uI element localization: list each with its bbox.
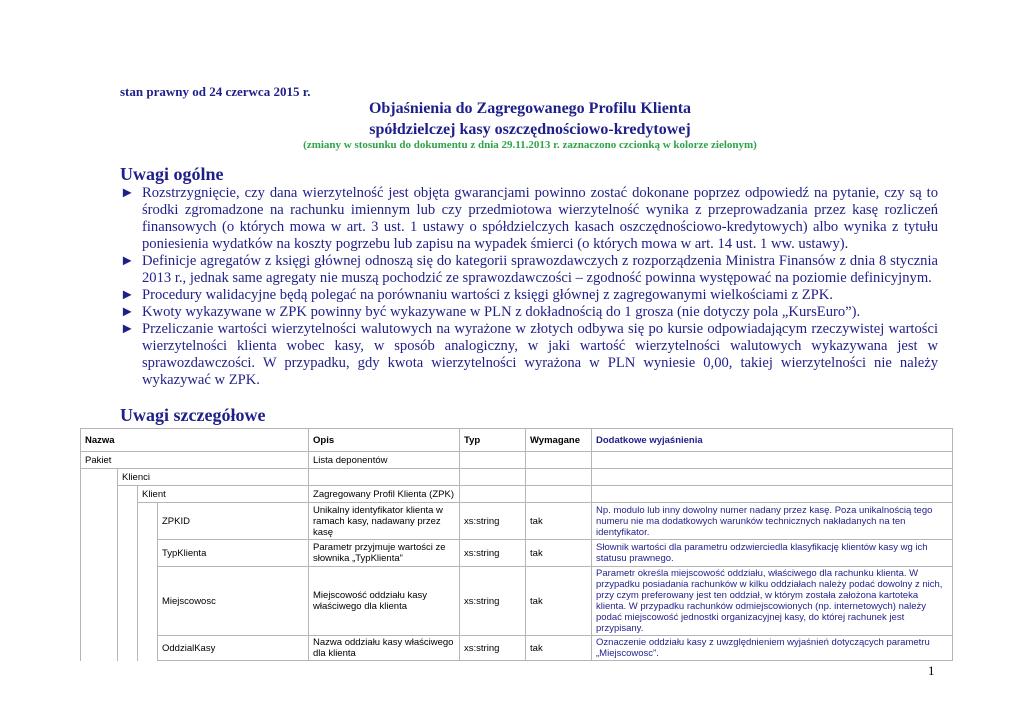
table-row [81,567,953,636]
field-required: tak [526,540,592,567]
field-additional: Oznaczenie oddziału kasy z uwzględnieniem wyjaśnień dotyczących parametru „Miejscowosc”. [592,636,953,661]
bullet-icon: ► [120,287,135,303]
row-description: Zagregowany Profil Klienta (ZPK) [309,486,460,503]
bullet-icon: ► [120,185,135,201]
field-name: TypKlienta [158,540,309,567]
col-header-required: Wymagane [526,429,592,452]
col-header-type: Typ [460,429,526,452]
list-item: ► Definicje agregatów z księgi głównej odnoszą się do kategorii sprawozdawczych z rozporządzenia Ministra Finansów z dnia 8 stycznia 2013 r., jednak same agregaty nie muszą pochodzić ze sprawozdawczości – zgodność powinna występować na poziomie definicyjnym. [120,253,938,286]
document-subtitle: spółdzielczej kasy oszczędnościowo-kredytowej [369,121,691,138]
col-header-description: Opis [309,429,460,452]
legal-status: stan prawny od 24 czerwca 2015 r. [120,84,311,99]
col-header-additional: Dodatkowe wyjaśnienia [592,429,953,452]
general-remarks-heading: Uwagi ogólne [120,164,224,184]
field-type: xs:string [460,540,526,567]
table-row [81,452,953,469]
col-header-name: Nazwa [81,429,309,452]
list-item: ► Procedury walidacyjne będą polegać na porównaniu wartości z księgi głównej z zagregowanymi wielkościami z ZPK. [120,287,833,303]
field-description: Unikalny identyfikator klienta w ramach kasy, nadawany przez kasę [309,503,460,540]
field-required: tak [526,567,592,636]
bullet-icon: ► [120,304,135,320]
field-name: OddzialKasy [158,636,309,661]
field-additional: Parametr określa miejscowość oddziału, właściwego dla rachunku klienta. W przypadku posiadania rachunków w kilku oddziałach należy podać dowolny z nich, przy czym preferowany jest ten oddział, w którym została założona kartoteka klienta. W przypadku rachunków odmiejscowionych (np. internetowych) należy podać miejscowość jednostki organizacyjnej kasy, do której rachunek jest przypisany. [592,567,953,636]
table-row [81,469,953,486]
field-additional: Np. modulo lub inny dowolny numer nadany przez kasę. Poza unikalnością tego numeru nie ma dodatkowych warunków technicznych nakładanych na ten identyfikator. [592,503,953,540]
list-item: ► Rozstrzygnięcie, czy dana wierzytelność jest objęta gwarancjami powinno zostać dokonane poprzez odpowiedź na pytanie, czy są to środki zgromadzone na rachunku imiennym lub czy przedmiotowa wierzytelność wynika z przeprowadzania przez kasę rozliczeń finansowych (o których mowa w art. 3 ust. 1 ustawy o spółdzielczych kasach oszczędnościowo-kredytowych) albo wynika z tytułu poniesienia wydatków na koszty pogrzebu lub zapisu na wypadek śmierci (o których mowa w art. 14 ust. 1 ww. ustawy). [120,185,938,252]
table-row [81,486,953,503]
field-required: tak [526,636,592,661]
changes-note: (zmiany w stosunku do dokumentu z dnia 29.11.2013 r. zaznaczono czcionką w kolorze zielonym) [303,139,757,151]
row-name: Pakiet [81,452,309,469]
field-name: ZPKID [158,503,309,540]
table-row [81,503,953,540]
table-row [81,636,953,661]
list-item: ► Kwoty wykazywane w ZPK powinny być wykazywane w PLN z dokładnością do 1 grosza (nie dotyczy pola „KursEuro”). [120,304,861,320]
row-name: Klienci [118,469,309,486]
field-description: Miejscowość oddziału kasy właściwego dla klienta [309,567,460,636]
bullet-icon: ► [120,321,135,337]
row-name: Klient [138,486,309,503]
table-row [81,540,953,567]
bullet-icon: ► [120,253,135,269]
field-required: tak [526,503,592,540]
page-number: 1 [928,663,935,678]
table-header-row [81,429,953,452]
detailed-remarks-heading: Uwagi szczegółowe [120,405,266,425]
field-description: Nazwa oddziału kasy właściwego dla klienta [309,636,460,661]
list-item: ► Przeliczanie wartości wierzytelności walutowych na wyrażone w złotych odbywa się po kursie odpowiadającym rzeczywistej wartości wierzytelności klienta wobec kasy, w sposób analogiczny, w jaki wartość wierzytelności walutowych wykazywana jest w sprawozdawczości. W przypadku, gdy kwota wierzytelności wyrażona w PLN wyniesie 0,00, takiej wierzytelności nie należy wykazywać w ZPK. [120,321,938,388]
field-type: xs:string [460,636,526,661]
field-additional: Słownik wartości dla parametru odzwierciedla klasyfikację klientów kasy wg ich statusu prawnego. [592,540,953,567]
field-type: xs:string [460,567,526,636]
field-description: Parametr przyjmuje wartości ze słownika „TypKlienta” [309,540,460,567]
general-remarks-list [120,185,938,389]
field-name: Miejscowosc [158,567,309,636]
document-title: Objaśnienia do Zagregowanego Profilu Klienta [368,100,692,117]
fields-table [80,428,953,661]
row-description: Lista deponentów [309,452,460,469]
field-type: xs:string [460,503,526,540]
